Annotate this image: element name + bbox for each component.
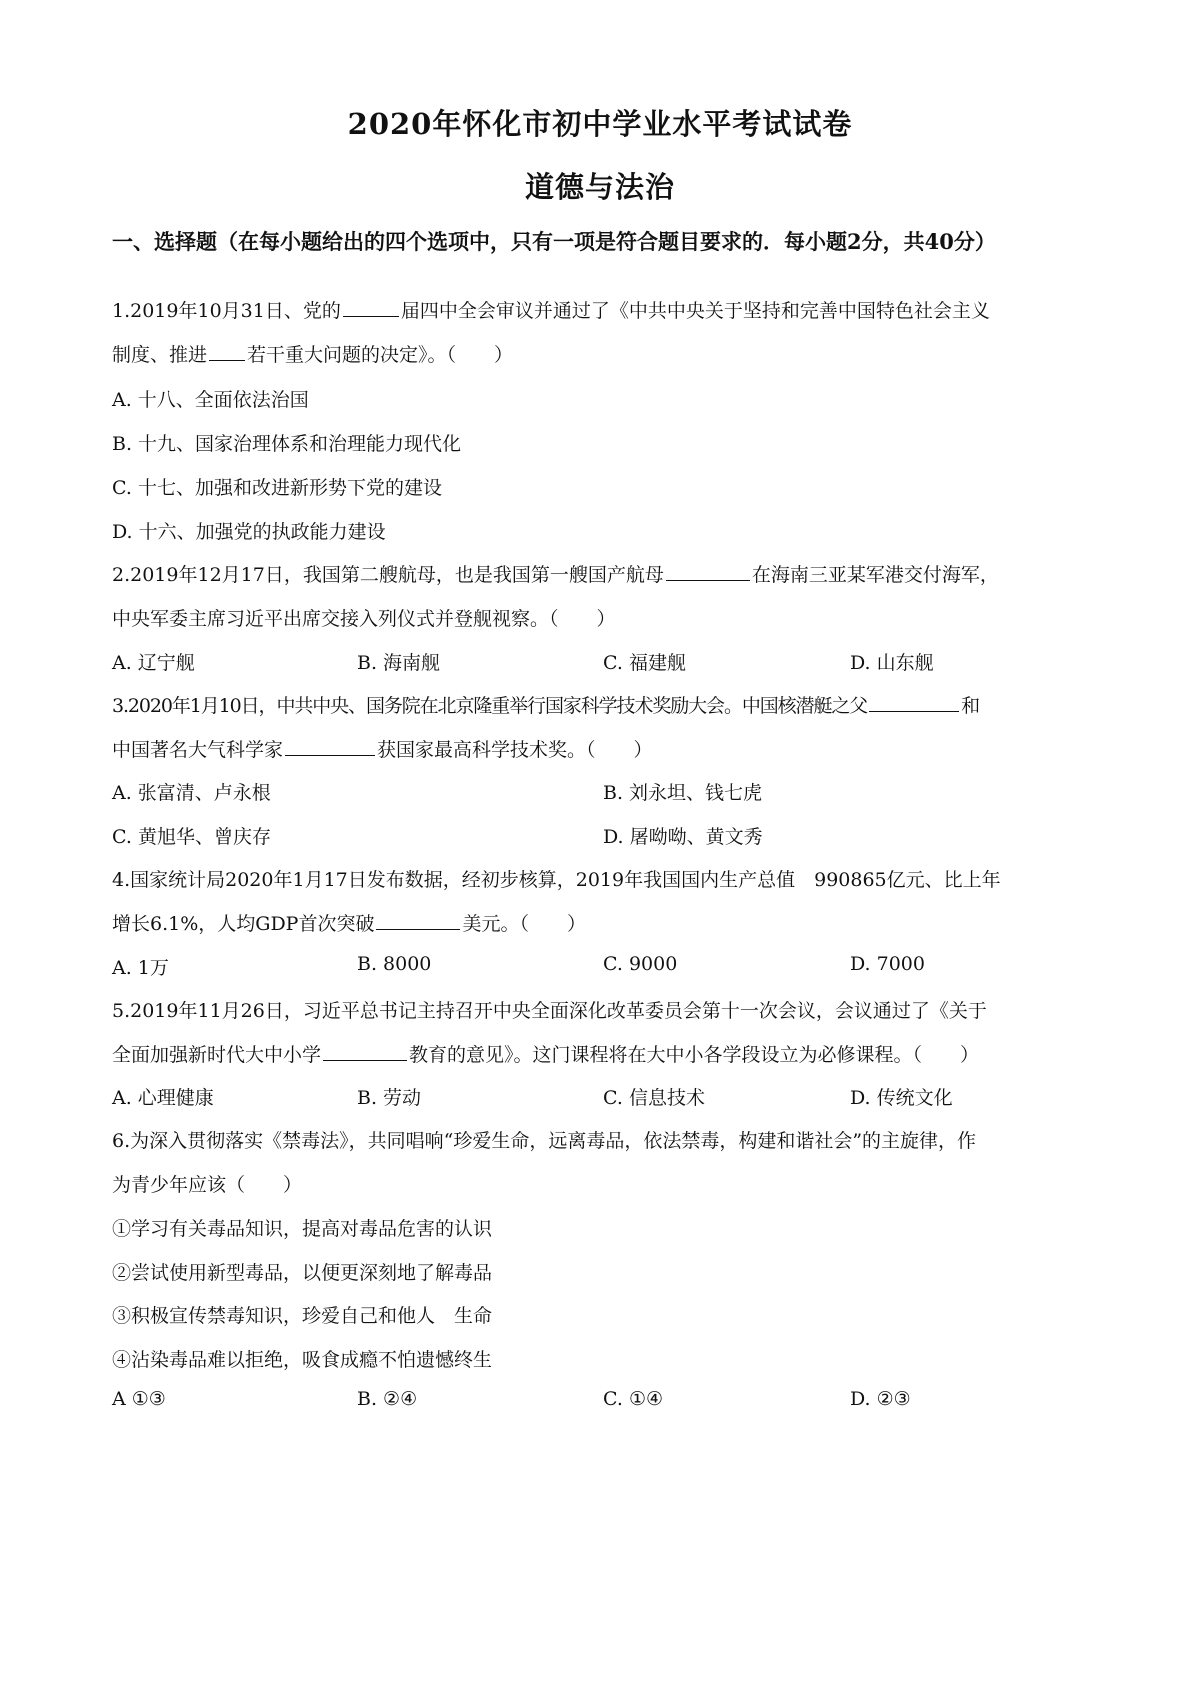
q6-option-c: C. ①④: [603, 1388, 664, 1410]
answer-blank: [285, 737, 375, 756]
q2-option-b: B. 海南舰: [357, 652, 441, 674]
answer-blank: [323, 1042, 407, 1061]
answer-blank: [869, 693, 959, 712]
q5-stem-line-2: 全面加强新时代大中小学 教育的意见》。这门课程将在大中小各学段设立为必修课程。（ ）: [112, 1044, 980, 1066]
q2-stem-line-2: 中央军委主席习近平出席交接入列仪式并登舰视察。（ ）: [112, 608, 616, 630]
q5-option-c: C. 信息技术: [603, 1087, 705, 1109]
q6-option-d: D. ②③: [850, 1388, 911, 1410]
q4-stem-line-2: 增长6.1%，人均GDP首次突破 美元。（ ）: [112, 913, 586, 935]
q3-option-a: A. 张富清、卢永根: [112, 782, 271, 804]
q6-statement-2: ②尝试使用新型毒品，以便更深刻地了解毒品: [112, 1262, 493, 1284]
q3-stem-line-2: 中国著名大气科学家 获国家最高科学技术奖。（ ）: [112, 739, 653, 761]
exam-title: 2020年怀化市初中学业水平考试试卷: [347, 107, 853, 141]
q1-stem-line-1: 1.2019年10月31日、党的 届四中全会审议并通过了《中共中央关于坚持和完善中国特色社会主义: [112, 300, 990, 322]
q3-option-d: D. 屠呦呦、黄文秀: [603, 826, 763, 848]
answer-blank: [666, 562, 750, 581]
q1-option-d: D. 十六、加强党的执政能力建设: [112, 521, 386, 543]
q4-option-c: C. 9000: [603, 953, 678, 975]
q6-statement-4: ④沾染毒品难以拒绝，吸食成瘾不怕遗憾终生: [112, 1349, 493, 1371]
q5-option-d: D. 传统文化: [850, 1087, 953, 1109]
q6-statement-3: ③积极宣传禁毒知识，珍爱自己和他人 生命: [112, 1305, 493, 1327]
q4-stem-line-1: 4.国家统计局2020年1月17日发布数据，经初步核算，2019年我国国内生产总值 990865亿元、比上年: [112, 869, 1001, 891]
q3-stem-line-1: 3.2020年1月10日，中共中央、国务院在北京隆重举行国家科学技术奖励大会。中国核潜艇之父 和: [112, 695, 980, 717]
q6-stem-line-1: 6.为深入贯彻落实《禁毒法》，共同唱响“珍爱生命，远离毒品，依法禁毒，构建和谐社会”的主旋律，作: [112, 1130, 977, 1152]
q6-stem-line-2: 为青少年应该（ ）: [112, 1174, 303, 1196]
q6-option-b: B. ②④: [357, 1388, 418, 1410]
q2-option-d: D. 山东舰: [850, 652, 934, 674]
q1-option-a: A. 十八、全面依法治国: [112, 389, 309, 411]
q5-option-b: B. 劳动: [357, 1087, 422, 1109]
section-heading: 一、选择题（在每小题给出的四个选项中，只有一项是符合题目要求的．每小题2分，共40分）: [112, 229, 996, 254]
q4-option-b: B. 8000: [357, 953, 432, 975]
q1-stem-line-2: 制度、推进 若干重大问题的决定》。（ ）: [112, 344, 514, 366]
q1-option-c: C. 十七、加强和改进新形势下党的建设: [112, 477, 442, 499]
q6-option-a: A ①③: [112, 1388, 166, 1410]
q2-stem-line-1: 2.2019年12月17日，我国第二艘航母，也是我国第一艘国产航母 在海南三亚某军港交付海军，: [112, 564, 999, 586]
exam-subject: 道德与法治: [524, 170, 675, 204]
answer-blank: [376, 911, 460, 930]
answer-blank: [209, 342, 245, 361]
q5-stem-line-1: 5.2019年11月26日，习近平总书记主持召开中央全面深化改革委员会第十一次会议，会议通过了《关于: [112, 1000, 987, 1022]
q3-option-c: C. 黄旭华、曾庆存: [112, 826, 271, 848]
q2-option-c: C. 福建舰: [603, 652, 686, 674]
q2-option-a: A. 辽宁舰: [112, 652, 195, 674]
answer-blank: [343, 298, 399, 317]
q6-statement-1: ①学习有关毒品知识，提高对毒品危害的认识: [112, 1218, 493, 1240]
q3-option-b: B. 刘永坦、钱七虎: [603, 782, 763, 804]
q4-option-a: A. 1万: [112, 957, 169, 979]
q5-option-a: A. 心理健康: [112, 1087, 214, 1109]
q4-option-d: D. 7000: [850, 953, 925, 975]
q1-option-b: B. 十九、国家治理体系和治理能力现代化: [112, 433, 462, 455]
